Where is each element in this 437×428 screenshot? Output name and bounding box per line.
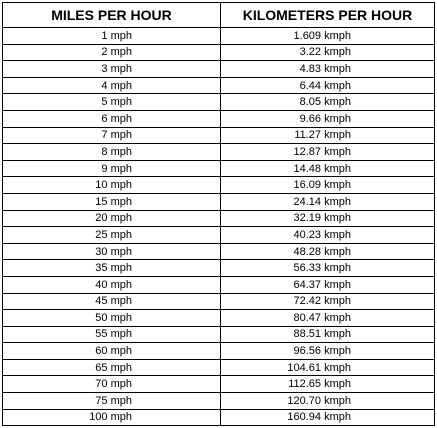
mph-cell: 40 mph [3, 276, 221, 293]
mph-cell: 5 mph [3, 94, 221, 111]
mph-cell: 50 mph [3, 310, 221, 327]
kmph-cell: 72.42 kmph [221, 293, 435, 310]
kmph-cell: 88.51 kmph [221, 326, 435, 343]
table-row [3, 160, 435, 177]
table-row [3, 393, 435, 410]
mph-cell: 30 mph [3, 243, 221, 260]
kmph-cell: 8.05 kmph [221, 94, 435, 111]
kmph-cell: 1.609 kmph [221, 28, 435, 45]
table-row [3, 177, 435, 194]
kmph-cell: 40.23 kmph [221, 227, 435, 244]
mph-cell: 45 mph [3, 293, 221, 310]
table-row [3, 293, 435, 310]
header-kilometers-per-hour: KILOMETERS PER HOUR [221, 3, 435, 28]
table-row [3, 77, 435, 94]
mph-cell: 2 mph [3, 44, 221, 61]
mph-cell: 60 mph [3, 343, 221, 360]
mph-cell: 4 mph [3, 77, 221, 94]
kmph-cell: 24.14 kmph [221, 193, 435, 210]
table-row [3, 326, 435, 343]
kmph-cell: 160.94 kmph [221, 409, 435, 426]
table-row [3, 44, 435, 61]
table-body [3, 28, 435, 426]
mph-cell: 15 mph [3, 193, 221, 210]
kmph-cell: 16.09 kmph [221, 177, 435, 194]
table-row [3, 28, 435, 45]
kmph-cell: 9.66 kmph [221, 110, 435, 127]
kmph-cell: 6.44 kmph [221, 77, 435, 94]
mph-cell: 75 mph [3, 393, 221, 410]
conversion-table-container [2, 2, 435, 426]
mph-cell: 70 mph [3, 376, 221, 393]
mph-cell: 6 mph [3, 110, 221, 127]
table-row [3, 276, 435, 293]
mph-to-kmph-table [2, 2, 435, 426]
kmph-cell: 14.48 kmph [221, 160, 435, 177]
mph-cell: 1 mph [3, 28, 221, 45]
table-row [3, 144, 435, 161]
table-row [3, 260, 435, 277]
table-header-row [3, 3, 435, 28]
mph-cell: 35 mph [3, 260, 221, 277]
mph-cell: 100 mph [3, 409, 221, 426]
kmph-cell: 32.19 kmph [221, 210, 435, 227]
kmph-cell: 112.65 kmph [221, 376, 435, 393]
kmph-cell: 4.83 kmph [221, 61, 435, 78]
table-row [3, 359, 435, 376]
table-row [3, 193, 435, 210]
mph-cell: 55 mph [3, 326, 221, 343]
table-row [3, 409, 435, 426]
table-row [3, 61, 435, 78]
table-row [3, 310, 435, 327]
mph-cell: 65 mph [3, 359, 221, 376]
kmph-cell: 104.61 kmph [221, 359, 435, 376]
kmph-cell: 3.22 kmph [221, 44, 435, 61]
kmph-cell: 56.33 kmph [221, 260, 435, 277]
table-row [3, 94, 435, 111]
mph-cell: 8 mph [3, 144, 221, 161]
mph-cell: 25 mph [3, 227, 221, 244]
kmph-cell: 11.27 kmph [221, 127, 435, 144]
mph-cell: 9 mph [3, 160, 221, 177]
header-miles-per-hour: MILES PER HOUR [3, 3, 221, 28]
table-row [3, 127, 435, 144]
table-row [3, 210, 435, 227]
table-row [3, 110, 435, 127]
table-row [3, 243, 435, 260]
kmph-cell: 96.56 kmph [221, 343, 435, 360]
kmph-cell: 48.28 kmph [221, 243, 435, 260]
kmph-cell: 12.87 kmph [221, 144, 435, 161]
table-row [3, 376, 435, 393]
kmph-cell: 80.47 kmph [221, 310, 435, 327]
mph-cell: 20 mph [3, 210, 221, 227]
table-row [3, 227, 435, 244]
mph-cell: 7 mph [3, 127, 221, 144]
kmph-cell: 120.70 kmph [221, 393, 435, 410]
kmph-cell: 64.37 kmph [221, 276, 435, 293]
mph-cell: 10 mph [3, 177, 221, 194]
table-row [3, 343, 435, 360]
mph-cell: 3 mph [3, 61, 221, 78]
